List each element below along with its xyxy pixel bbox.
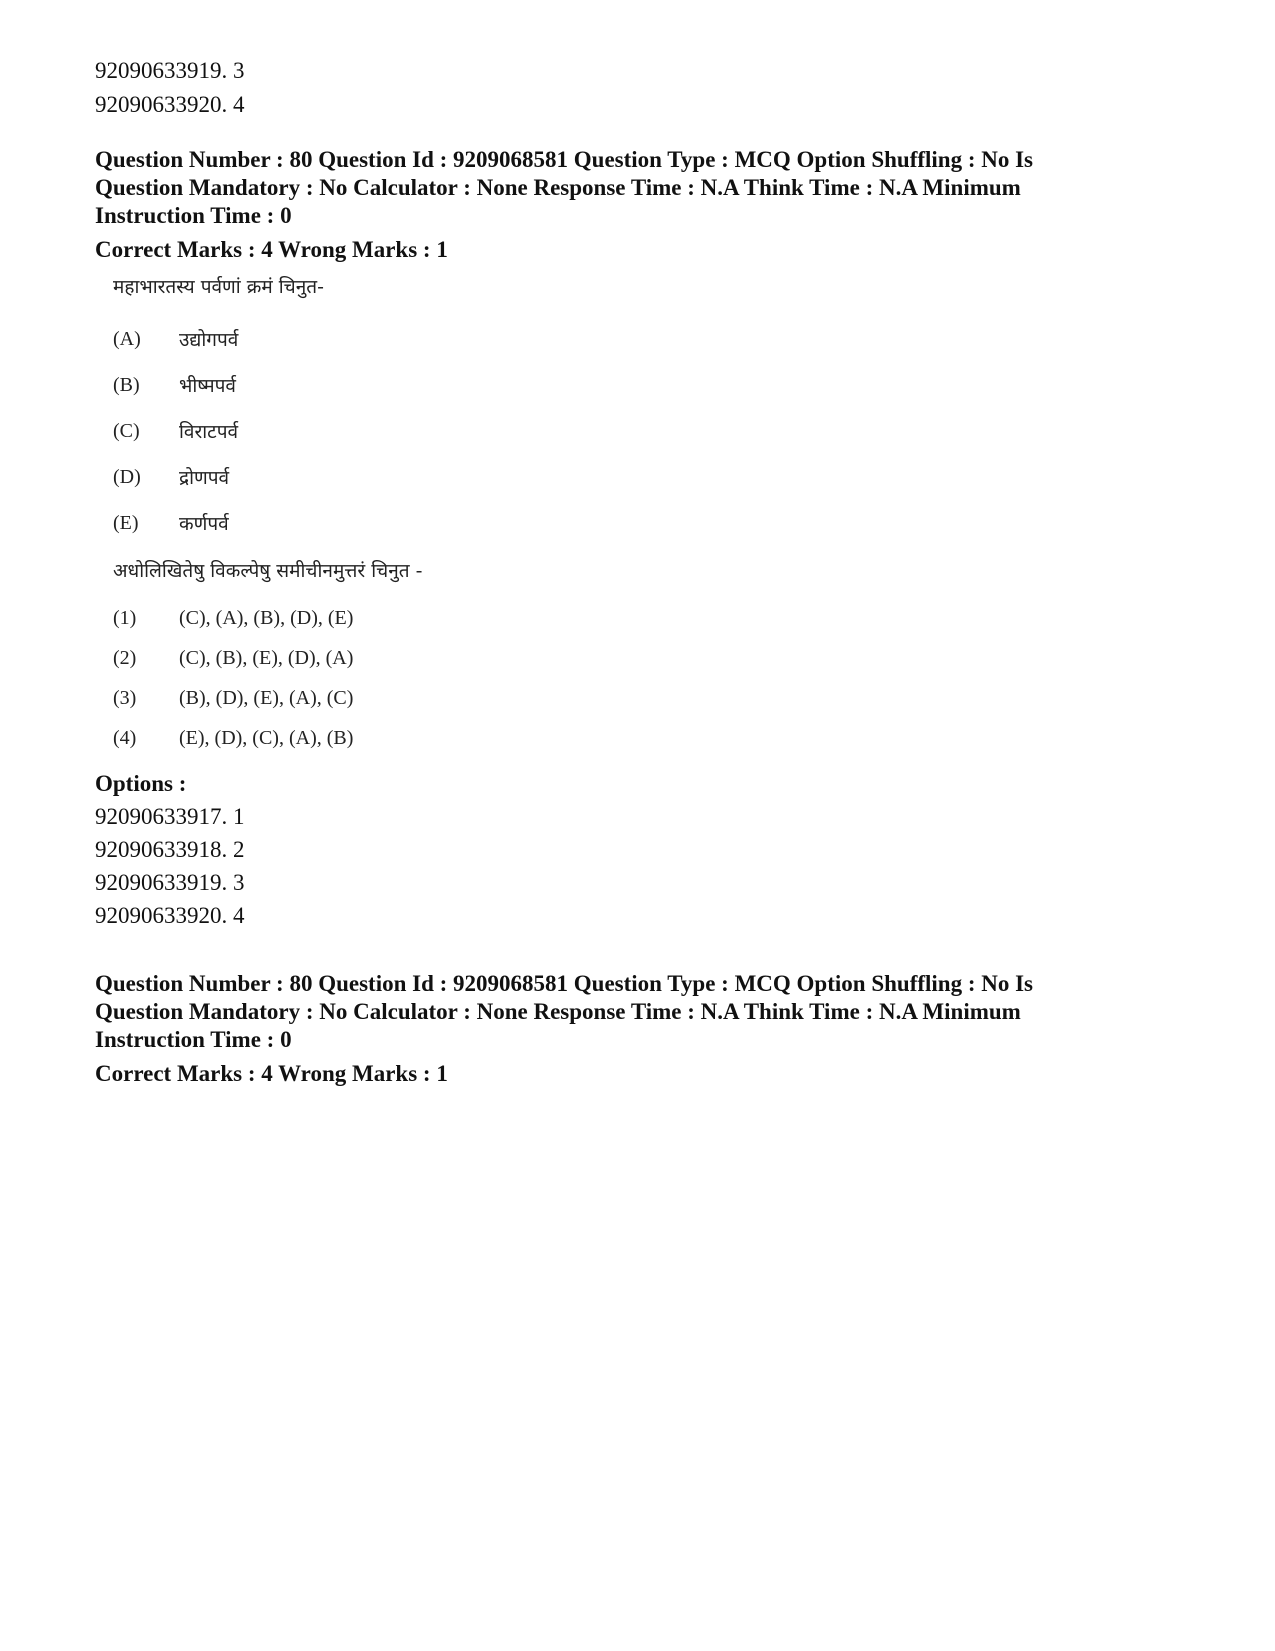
option-line: 92090633919. 3	[95, 870, 245, 895]
document-page	[95, 54, 1185, 1088]
question-block	[95, 146, 1185, 932]
choice-key: (1)	[113, 606, 137, 629]
choice-key: (3)	[113, 686, 137, 709]
item-key: (A)	[113, 327, 141, 350]
option-line: 92090633918. 2	[95, 837, 245, 862]
item-text: विराटपर्व	[179, 421, 239, 443]
next-question-block	[95, 970, 1185, 1088]
choice-text: (C), (A), (B), (D), (E)	[179, 606, 354, 629]
item-key: (D)	[113, 465, 141, 488]
question-stem: महाभारतस्य पर्वणां क्रमं चिनुत-	[113, 276, 324, 298]
item-key: (B)	[113, 373, 140, 396]
item-text: भीष्मपर्व	[179, 375, 237, 397]
option-line: 92090633917. 1	[95, 804, 245, 829]
choice-item	[113, 638, 1185, 678]
item-text: द्रोणपर्व	[179, 467, 230, 489]
question-header-line: Instruction Time : 0	[95, 203, 292, 228]
item-text: कर्णपर्व	[179, 513, 229, 535]
choice-text: (B), (D), (E), (A), (C)	[179, 686, 354, 709]
list-item	[113, 408, 1185, 454]
question-header-line: Question Number : 80 Question Id : 9209068581 Question Type : MCQ Option Shuffling : No Is	[95, 971, 1034, 996]
option-line: 92090633920. 4	[95, 92, 245, 117]
choice-item	[113, 678, 1185, 718]
choice-key: (4)	[113, 726, 137, 749]
choice-text: (E), (D), (C), (A), (B)	[179, 726, 354, 749]
list-item	[113, 362, 1185, 408]
list-item	[113, 500, 1185, 546]
item-text: उद्योगपर्व	[179, 329, 239, 351]
item-key: (C)	[113, 419, 140, 442]
choice-item	[113, 598, 1185, 638]
question-header-line: Question Mandatory : No Calculator : None Response Time : N.A Think Time : N.A Minimum	[95, 999, 1021, 1024]
list-item	[113, 316, 1185, 362]
list-item	[113, 454, 1185, 500]
options-list	[95, 800, 1185, 932]
question-header-line: Question Number : 80 Question Id : 9209068581 Question Type : MCQ Option Shuffling : No Is	[95, 147, 1034, 172]
option-line: 92090633920. 4	[95, 903, 245, 928]
choice-key: (2)	[113, 646, 137, 669]
choice-text: (C), (B), (E), (D), (A)	[179, 646, 354, 669]
question-marks: Correct Marks : 4 Wrong Marks : 1	[95, 1061, 448, 1086]
options-label: Options :	[95, 771, 187, 796]
item-key: (E)	[113, 511, 139, 534]
question-header-line: Instruction Time : 0	[95, 1027, 292, 1052]
question-header-line: Question Mandatory : No Calculator : None Response Time : N.A Think Time : N.A Minimum	[95, 175, 1021, 200]
question-instruction: अधोलिखितेषु विकल्पेषु समीचीनमुत्तरं चिनुत -	[113, 560, 423, 582]
previous-options-list	[95, 54, 1185, 122]
option-line: 92090633919. 3	[95, 58, 245, 83]
question-content	[113, 272, 1185, 758]
choice-item	[113, 718, 1185, 758]
question-marks: Correct Marks : 4 Wrong Marks : 1	[95, 237, 448, 262]
